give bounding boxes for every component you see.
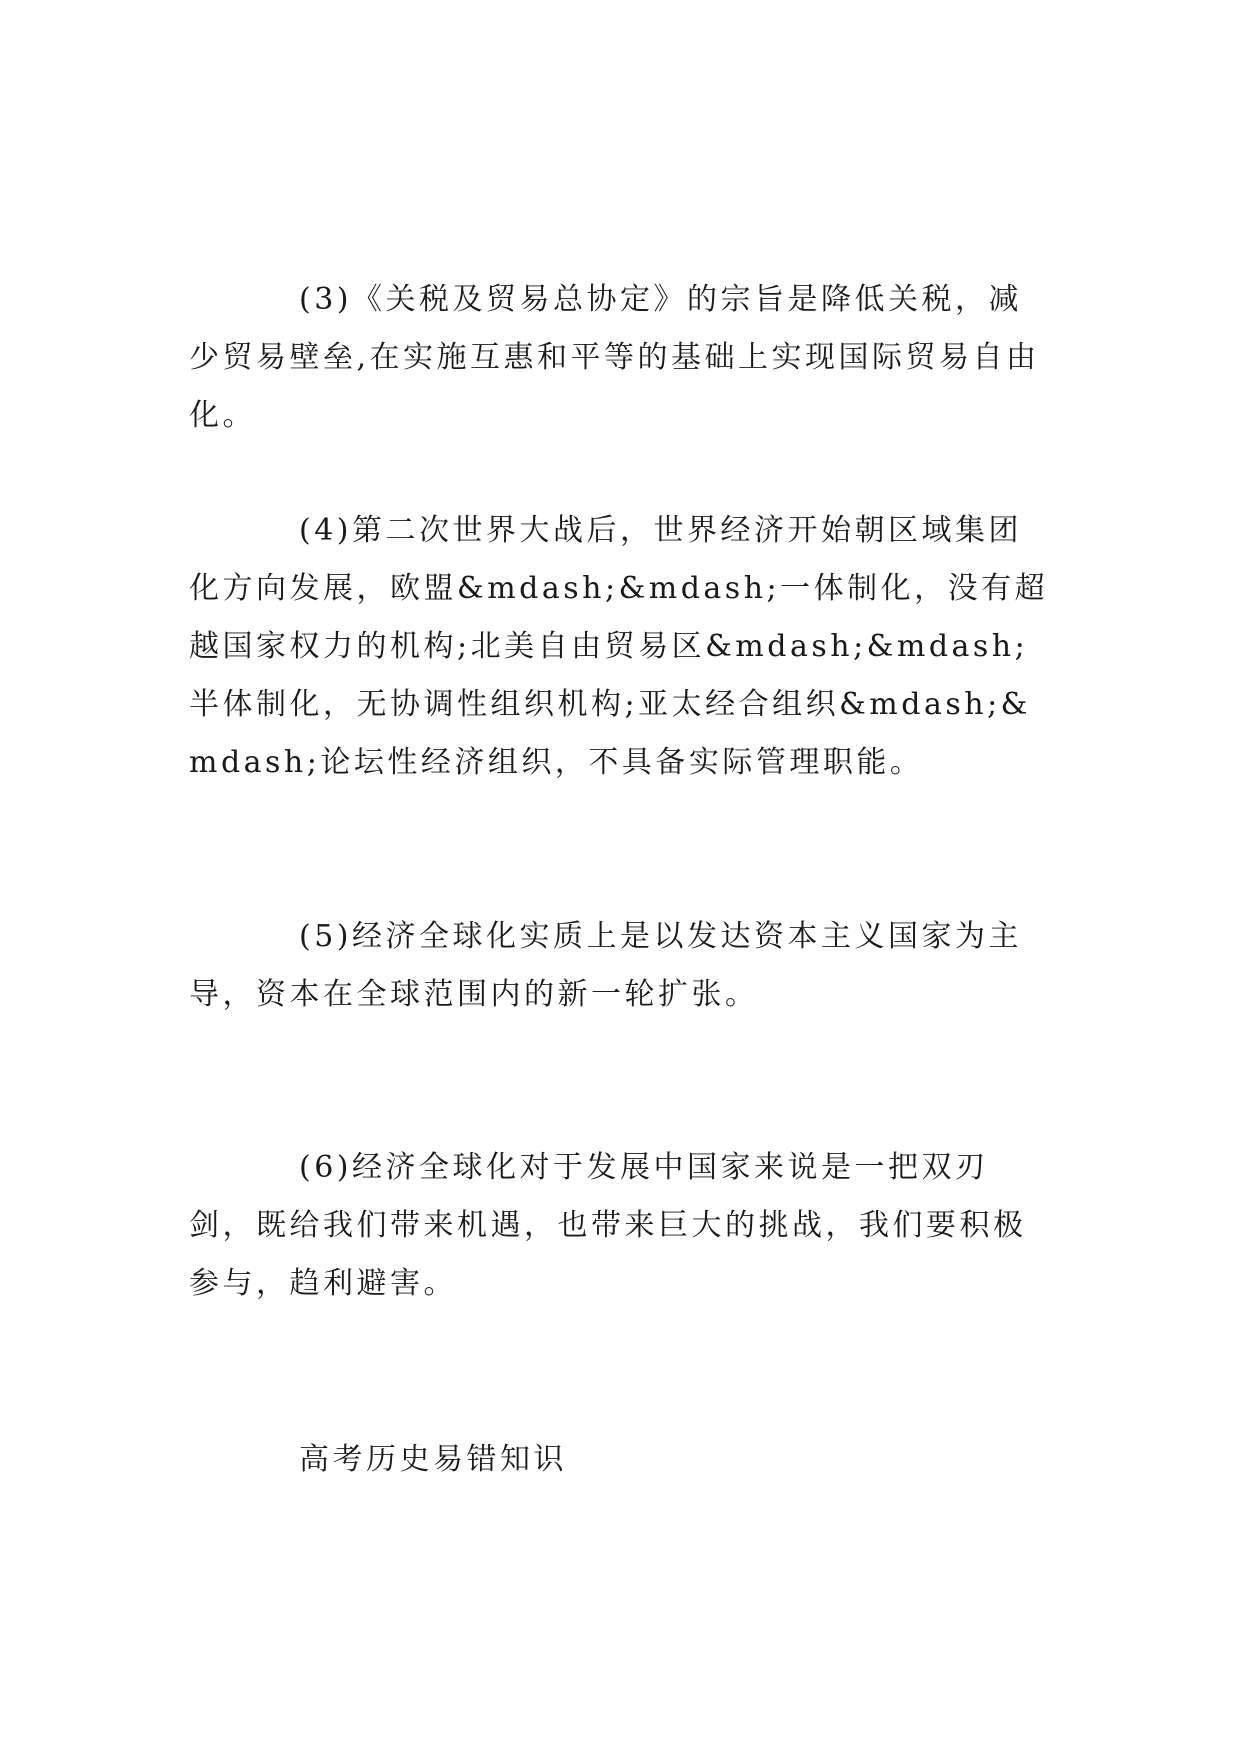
paragraph-5: (5)经济全球化实质上是以发达资本主义国家为主导，资本在全球范围内的新一轮扩张。: [189, 919, 1022, 1012]
paragraph-6: (6)经济全球化对于发展中国家来说是一把双刃剑，既给我们带来机遇，也带来巨大的挑战，我们要积极参与，趋利避害。: [189, 1150, 1027, 1301]
paragraph-4: (4)第二次世界大战后，世界经济开始朝区域集团化方向发展，欧盟&mdash;&mdash;一体制化，没有超越国家权力的机构;北美自由贸易区&mdash;&mdash;半体制化，无协调性组织机构;亚太经合组织&mdash;&mdash;论坛性经济组织，不具备实际管理职能。: [189, 513, 1049, 780]
section-heading: 高考历史易错知识: [299, 1442, 567, 1477]
paragraph-3: (3)《关税及贸易总协定》的宗旨是降低关税，减少贸易壁垒,在实施互惠和平等的基础上实现国际贸易自由化。: [189, 282, 1040, 433]
